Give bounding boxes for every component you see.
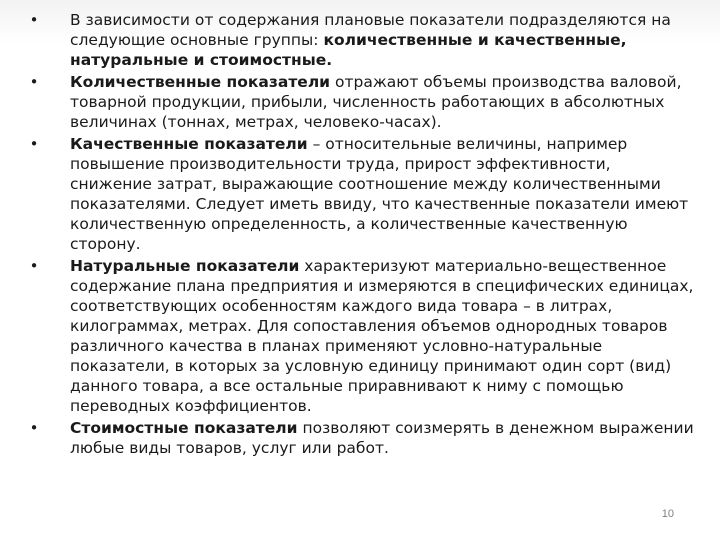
- list-item-natural: [26, 256, 696, 416]
- bullet-list: [26, 10, 696, 460]
- item-text: позволяют соизмерять в денежном выражении любые виды товаров, услуг или работ.: [70, 419, 694, 457]
- list-item-quantitative: [26, 72, 696, 132]
- item-text: характеризуют материально-вещественное содержание плана предприятия и измеряются в специфических единицах, соответствующих особенностям каждого вида товара – в литрах, килограммах, метрах. Для сопоставления объемов однородных товаров различного качества в планах применяют условно-натуральные показатели, в которых за условную единицу принимают один сорт (вид) данного товара, а все остальные приравнивают к ниму с помощью переводных коэффициентов.: [70, 257, 694, 415]
- bullet-icon: •: [29, 419, 39, 437]
- item-text: В зависимости от содержания плановые показатели подразделяются на следующие основные группы:: [70, 11, 671, 49]
- bullet-icon: •: [29, 135, 39, 153]
- item-text: – относительные величины, например повышение производительности труда, прирост эффективности, снижение затрат, выражающие соотношение между количественными показателями. Следует иметь ввиду, что качественные показатели имеют количественную определенность, а количественные качественную сторону.: [70, 135, 689, 253]
- bullet-icon: •: [29, 11, 39, 29]
- item-text: отражают объемы производства валовой, товарной продукции, прибыли, численность работающих в абсолютных величинах (тоннах, метрах, человеко-часах).: [70, 73, 682, 131]
- item-term: Качественные показатели: [70, 135, 308, 153]
- item-term: Количественные показатели: [70, 73, 331, 91]
- item-term: количественные и качественные, натуральные и стоимостные.: [70, 31, 627, 69]
- bullet-icon: •: [29, 257, 39, 275]
- list-item-qualitative: [26, 134, 696, 254]
- list-item-cost: [26, 418, 696, 458]
- page-number: 10: [661, 508, 674, 520]
- item-term: Натуральные показатели: [70, 257, 300, 275]
- item-term: Стоимостные показатели: [70, 419, 298, 437]
- list-item-groups: [26, 10, 696, 70]
- bullet-icon: •: [29, 73, 39, 91]
